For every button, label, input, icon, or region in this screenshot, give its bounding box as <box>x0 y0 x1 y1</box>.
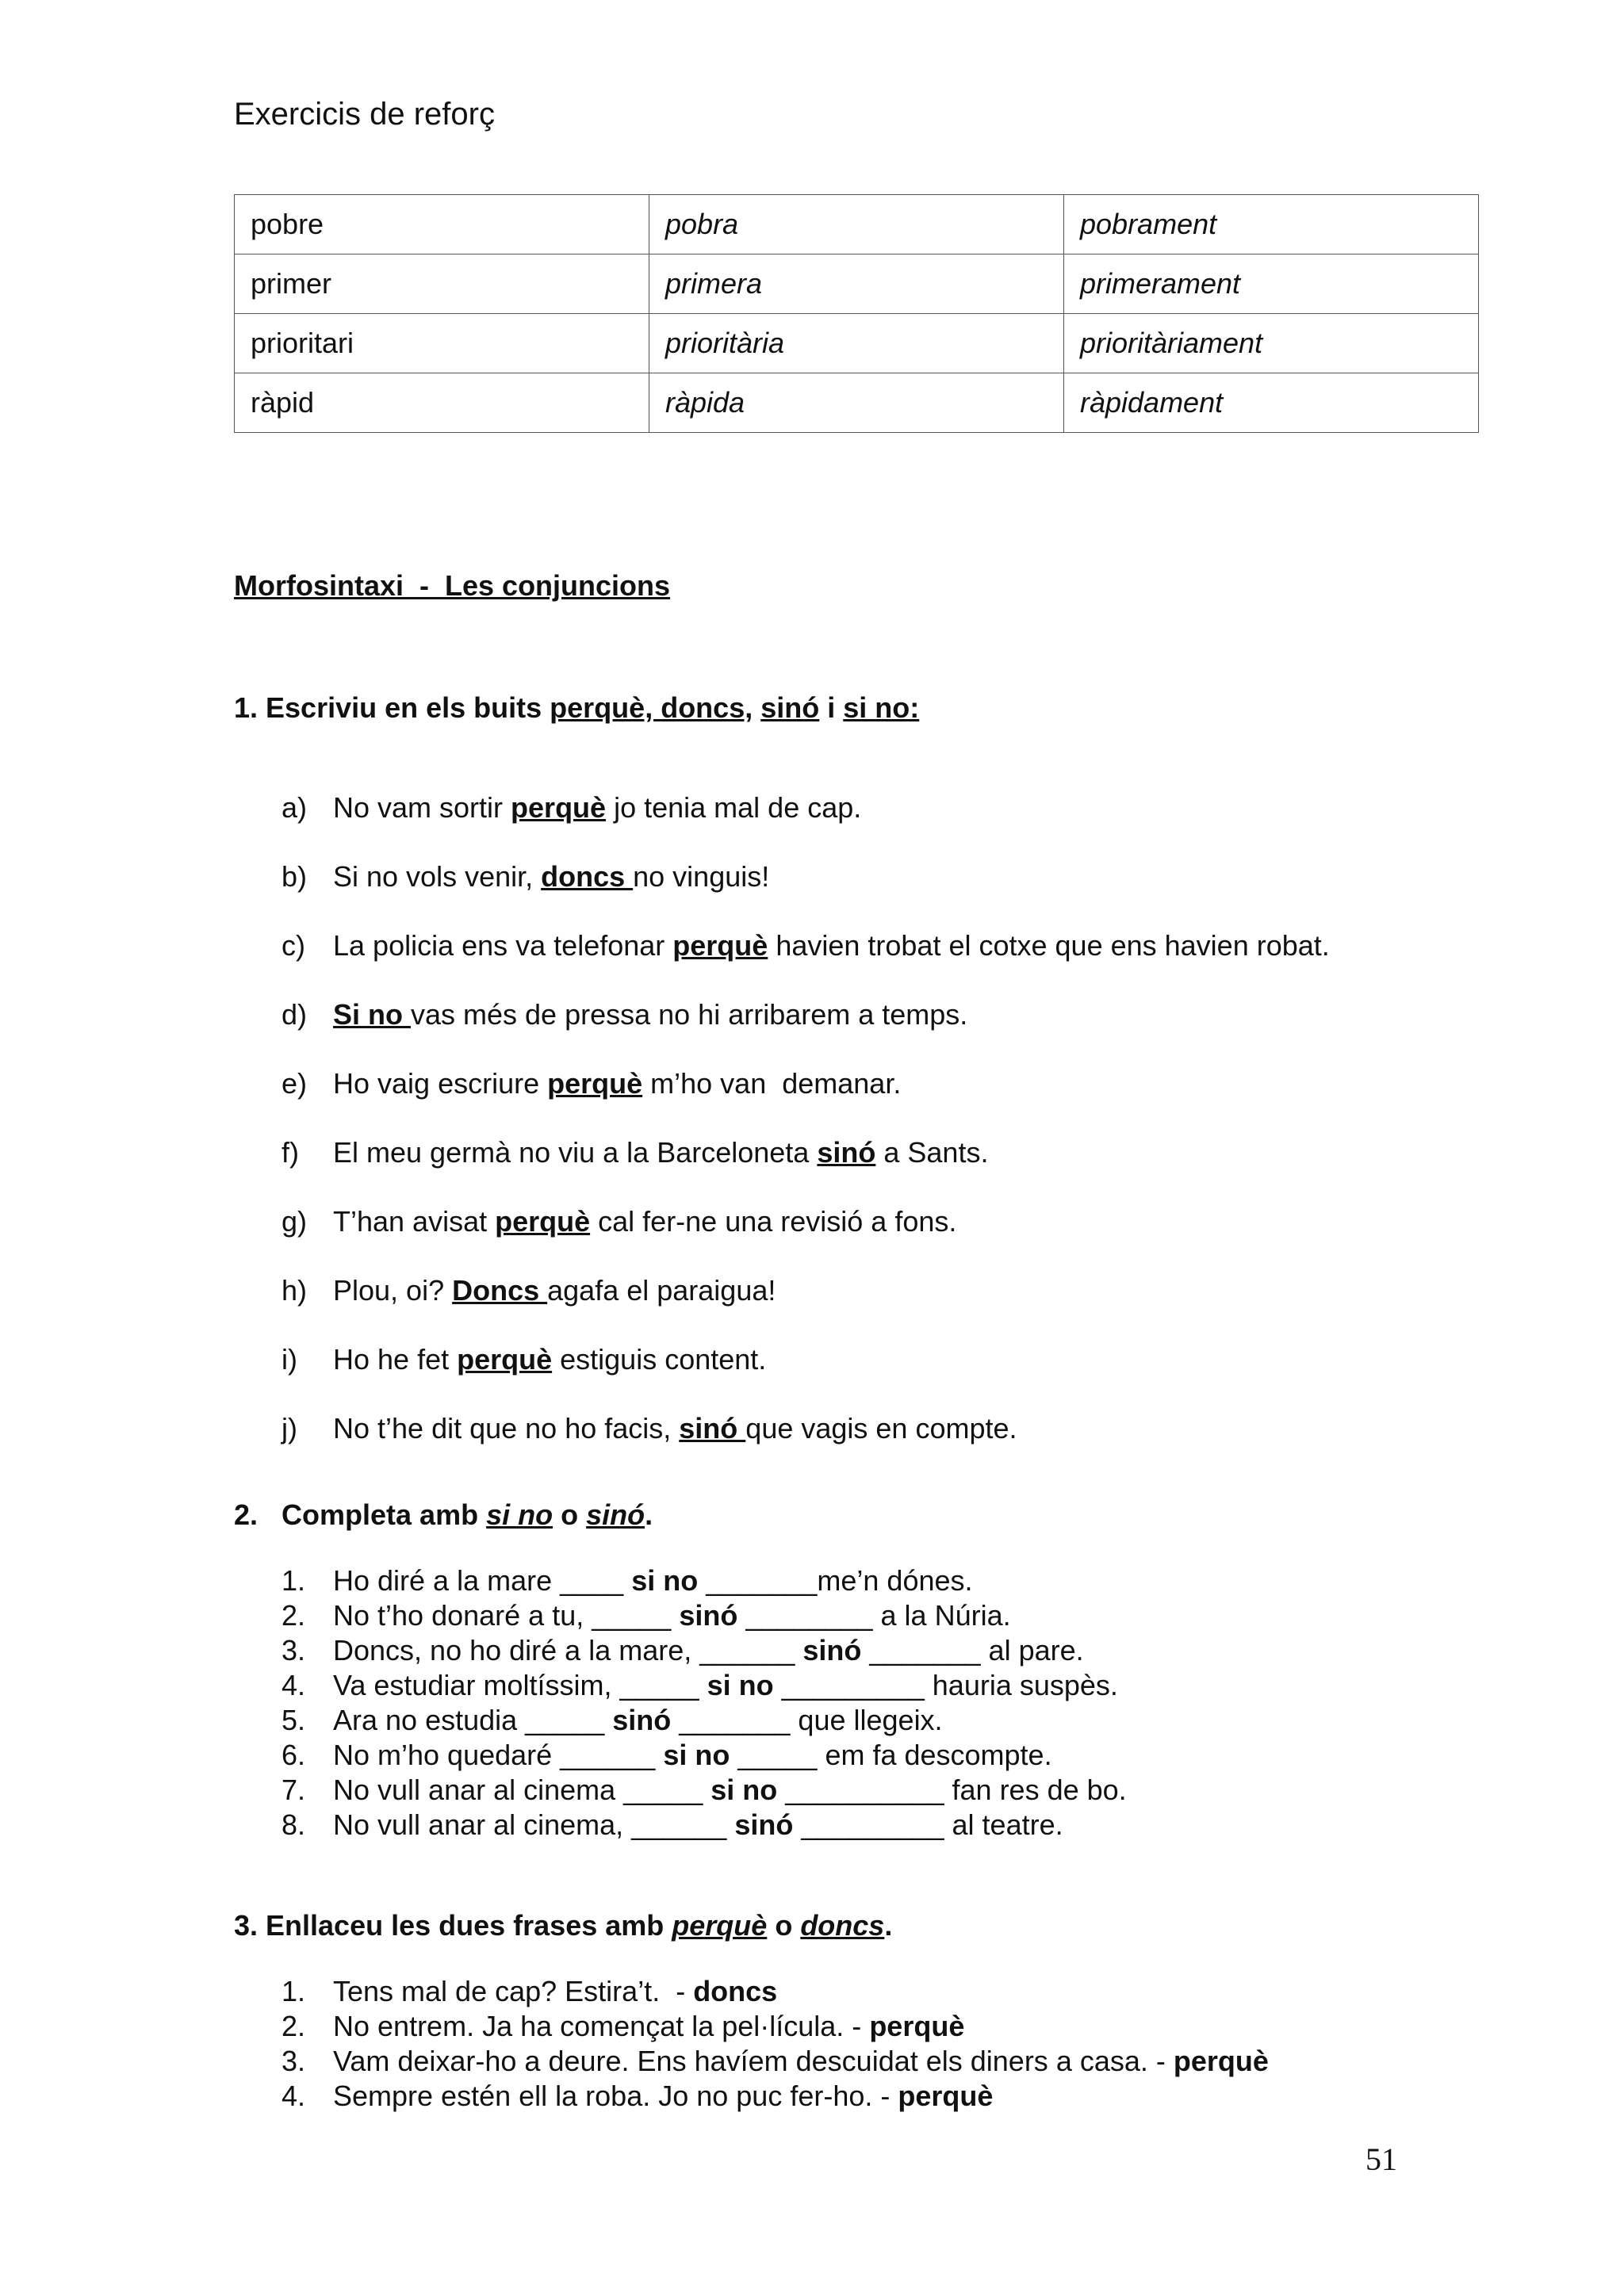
item-marker: 6. <box>282 1739 306 1771</box>
answer: perquè <box>495 1205 591 1238</box>
sentence-text: a Sants. <box>875 1136 989 1169</box>
answer: perquè <box>457 1343 553 1376</box>
item-marker: 3. <box>282 2045 306 2077</box>
list-item <box>282 1598 1127 1633</box>
keyword: doncs <box>800 1909 885 1942</box>
separator: o <box>767 1909 801 1942</box>
item-marker: 5. <box>282 1704 306 1736</box>
sentence-text: Ho vaig escriure <box>333 1067 548 1100</box>
answer: sinó <box>817 1136 876 1169</box>
item-marker: e) <box>282 1067 308 1100</box>
sentence-text: No vull anar al cinema, ______ <box>333 1808 735 1841</box>
list-item <box>282 998 1330 1067</box>
item-marker: f) <box>282 1136 299 1169</box>
answer: perquè <box>869 2010 965 2042</box>
item-marker: 4. <box>282 1669 306 1701</box>
table-row <box>235 254 1479 314</box>
sentence-text: _______ que llegeix. <box>671 1704 943 1736</box>
table-cell-feminine: pobra <box>649 195 1064 254</box>
sentence-text: Va estudiar moltíssim, _____ <box>333 1669 707 1701</box>
separator <box>753 691 760 724</box>
answer: perquè <box>547 1067 643 1100</box>
exercise-1-heading <box>234 691 919 725</box>
item-marker: b) <box>282 860 308 893</box>
sentence-text: Si no vols venir, <box>333 860 542 893</box>
item-marker: 8. <box>282 1808 306 1841</box>
keyword: si no: <box>843 691 920 724</box>
list-item <box>282 1773 1127 1808</box>
answer: sinó <box>802 1634 862 1667</box>
item-marker: i) <box>282 1343 297 1376</box>
sentence-text: Ara no estudia _____ <box>333 1704 613 1736</box>
sentence-text: estiguis content. <box>552 1343 767 1376</box>
table-cell-masculine: primer <box>235 254 649 314</box>
exercise-1-instruction: 1. Escriviu en els buits <box>234 691 550 724</box>
adjective-adverb-table <box>234 194 1479 433</box>
answer: sinó <box>734 1808 794 1841</box>
answer: si no <box>707 1669 774 1701</box>
answer: perquè <box>898 2080 994 2112</box>
item-marker: j) <box>282 1412 297 1445</box>
item-marker: 1. <box>282 1975 306 2007</box>
list-item <box>282 1633 1127 1668</box>
item-marker: a) <box>282 791 308 824</box>
answer: si no <box>631 1564 699 1597</box>
item-marker: 4. <box>282 2080 306 2112</box>
keyword: sinó <box>586 1498 645 1531</box>
list-item <box>282 1738 1127 1773</box>
sentence-text: que vagis en compte. <box>745 1412 1017 1445</box>
sentence-text: ________ a la Núria. <box>737 1599 1011 1632</box>
list-item <box>282 1067 1330 1136</box>
sentence-text: T’han avisat <box>333 1205 496 1238</box>
item-marker: 3. <box>282 1634 306 1667</box>
separator: o <box>553 1498 587 1531</box>
table-row <box>235 195 1479 254</box>
answer: sinó <box>679 1412 746 1445</box>
list-item <box>282 1703 1127 1738</box>
list-item <box>282 1274 1330 1343</box>
list-item <box>282 2009 1269 2044</box>
sentence-text: Plou, oi? <box>333 1274 453 1307</box>
keyword: sinó <box>760 691 820 724</box>
answer: perquè <box>672 929 768 962</box>
item-marker: 7. <box>282 1774 306 1806</box>
separator: . <box>884 1909 893 1942</box>
list-item <box>282 2044 1269 2079</box>
sentence-text: No t’ho donaré a tu, _____ <box>333 1599 680 1632</box>
answer: si no <box>663 1739 730 1771</box>
list-item <box>282 860 1330 929</box>
sentence-text: agafa el paraigua! <box>547 1274 776 1307</box>
sentence-text: Ho diré a la mare ____ <box>333 1564 632 1597</box>
table-cell-feminine: primera <box>649 254 1064 314</box>
list-item <box>282 1343 1330 1412</box>
sentence-text: Sempre estén ell la roba. Jo no puc fer-ho. - <box>333 2080 898 2112</box>
answer: sinó <box>679 1599 738 1632</box>
sentence-text: no vinguis! <box>633 860 770 893</box>
table-cell-adverb: prioritàriament <box>1064 314 1479 373</box>
table-row <box>235 314 1479 373</box>
list-item <box>282 1205 1330 1274</box>
item-marker: d) <box>282 998 308 1031</box>
item-marker: g) <box>282 1205 308 1238</box>
keyword: perquè, doncs, <box>550 691 753 724</box>
item-marker: h) <box>282 1274 308 1307</box>
list-item <box>282 791 1330 860</box>
answer: doncs <box>541 860 634 893</box>
sentence-text: __________ fan res de bo. <box>777 1774 1127 1806</box>
exercise-3-heading <box>234 1909 892 1942</box>
sentence-text: _____ em fa descompte. <box>730 1739 1052 1771</box>
table-cell-adverb: pobrament <box>1064 195 1479 254</box>
exercise-3-list <box>282 1974 1269 2114</box>
sentence-text: havien trobat el cotxe que ens havien robat. <box>768 929 1330 962</box>
page-number: 51 <box>1365 2141 1397 2177</box>
sentence-text: Doncs, no ho diré a la mare, ______ <box>333 1634 803 1667</box>
sentence-text: No entrem. Ja ha començat la pel·lícula. - <box>333 2010 870 2042</box>
sentence-text: m’ho van demanar. <box>642 1067 902 1100</box>
exercise-2-heading <box>234 1498 653 1532</box>
answer: Doncs <box>452 1274 548 1307</box>
table-cell-masculine: pobre <box>235 195 649 254</box>
table-cell-feminine: prioritària <box>649 314 1064 373</box>
table-cell-adverb: primerament <box>1064 254 1479 314</box>
answer: si no <box>710 1774 778 1806</box>
item-marker: 2. <box>282 2010 306 2042</box>
sentence-text: _______ al pare. <box>861 1634 1084 1667</box>
sentence-text: Ho he fet <box>333 1343 458 1376</box>
sentence-text: jo tenia mal de cap. <box>606 791 862 824</box>
sentence-text: El meu germà no viu a la Barceloneta <box>333 1136 818 1169</box>
answer: sinó <box>612 1704 672 1736</box>
list-item <box>282 1412 1330 1481</box>
keyword: perquè <box>672 1909 768 1942</box>
answer: perquè <box>1173 2045 1269 2077</box>
exercise-1-list <box>282 791 1330 1481</box>
answer: doncs <box>693 1975 778 2007</box>
list-item <box>282 929 1330 998</box>
answer: perquè <box>511 791 607 824</box>
table-row <box>235 373 1479 433</box>
sentence-text: No t’he dit que no ho facis, <box>333 1412 680 1445</box>
list-item <box>282 1668 1127 1703</box>
table-cell-masculine: ràpid <box>235 373 649 433</box>
sentence-text: Tens mal de cap? Estira’t. - <box>333 1975 694 2007</box>
sentence-text: No vull anar al cinema _____ <box>333 1774 711 1806</box>
list-item <box>282 1563 1127 1598</box>
sentence-text: No m’ho quedaré ______ <box>333 1739 664 1771</box>
section-title: Morfosintaxi - Les conjuncions <box>234 569 671 602</box>
list-item <box>282 1808 1127 1843</box>
item-marker: 1. <box>282 1564 306 1597</box>
table-cell-adverb: ràpidament <box>1064 373 1479 433</box>
sentence-text: vas més de pressa no hi arribarem a temps. <box>411 998 968 1031</box>
item-marker: 2. <box>282 1599 306 1632</box>
sentence-text: _________ al teatre. <box>793 1808 1063 1841</box>
exercise-2-list <box>282 1563 1127 1843</box>
keyword: si no <box>486 1498 553 1531</box>
sentence-text: _______me’n dónes. <box>698 1564 973 1597</box>
list-item <box>282 2079 1269 2114</box>
sentence-text: _________ hauria suspès. <box>773 1669 1118 1701</box>
sentence-text: Vam deixar-ho a deure. Ens havíem descuidat els diners a casa. - <box>333 2045 1174 2077</box>
sentence-text: No vam sortir <box>333 791 511 824</box>
sentence-text: cal fer-ne una revisió a fons. <box>590 1205 957 1238</box>
list-item <box>282 1136 1330 1205</box>
page-header: Exercicis de reforç <box>234 97 495 132</box>
table-cell-masculine: prioritari <box>235 314 649 373</box>
exercise-2-instruction: 2. Completa amb <box>234 1498 487 1531</box>
table-cell-feminine: ràpida <box>649 373 1064 433</box>
list-item <box>282 1974 1269 2009</box>
separator: . <box>645 1498 653 1531</box>
separator: i <box>819 691 844 724</box>
item-marker: c) <box>282 929 305 962</box>
answer: Si no <box>333 998 411 1031</box>
exercise-3-instruction: 3. Enllaceu les dues frases amb <box>234 1909 672 1942</box>
sentence-text: La policia ens va telefonar <box>333 929 673 962</box>
